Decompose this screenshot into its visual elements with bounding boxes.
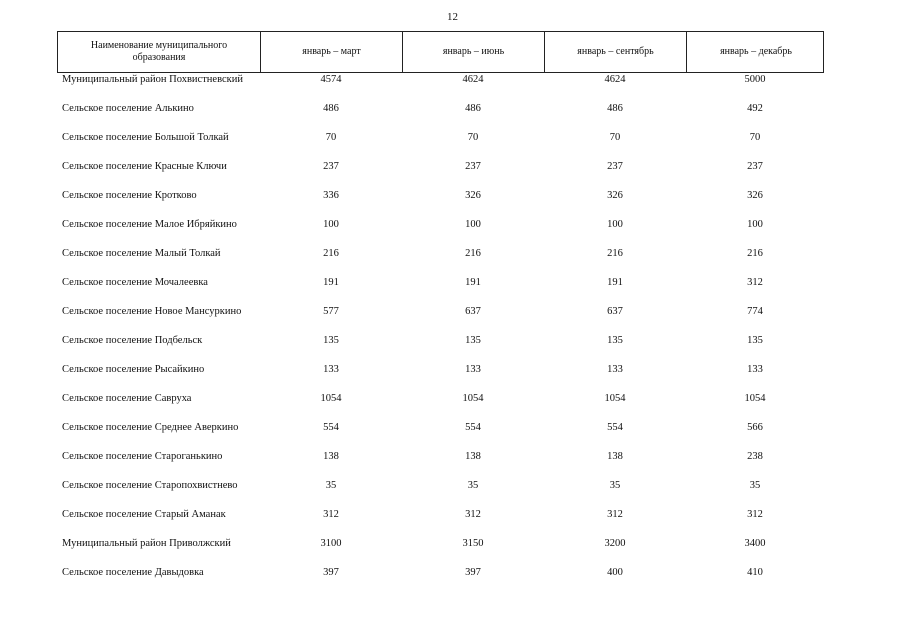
- value-jan-jun: 554: [465, 422, 481, 433]
- value-jan-jun: 326: [465, 190, 481, 201]
- value-jan-jun: 1054: [462, 393, 484, 404]
- value-jan-jun: 237: [465, 161, 481, 172]
- value-jan-dec: 3400: [744, 538, 766, 549]
- value-jan-sep: 216: [607, 248, 623, 259]
- value-jan-dec: 1054: [744, 393, 766, 404]
- value-jan-sep: 133: [607, 364, 623, 375]
- value-jan-sep: 400: [607, 567, 623, 578]
- value-jan-mar: 237: [323, 161, 339, 172]
- table-row: [57, 218, 824, 247]
- table-row: [57, 450, 824, 479]
- value-jan-dec: 410: [747, 567, 763, 578]
- row-name: Сельское поселение Старый Аманак: [62, 509, 226, 520]
- row-name: Сельское поселение Красные Ключи: [62, 161, 227, 172]
- header-jan-jun: январь – июнь: [403, 32, 545, 72]
- value-jan-mar: 191: [323, 277, 339, 288]
- table-row: [57, 131, 824, 160]
- value-jan-jun: 397: [465, 567, 481, 578]
- value-jan-sep: 100: [607, 219, 623, 230]
- value-jan-mar: 336: [323, 190, 339, 201]
- table-row: [57, 73, 824, 102]
- value-jan-mar: 1054: [320, 393, 342, 404]
- value-jan-jun: 637: [465, 306, 481, 317]
- value-jan-jun: 100: [465, 219, 481, 230]
- value-jan-jun: 486: [465, 103, 481, 114]
- value-jan-sep: 4624: [604, 74, 626, 85]
- value-jan-mar: 138: [323, 451, 339, 462]
- table-row: [57, 160, 824, 189]
- value-jan-mar: 554: [323, 422, 339, 433]
- value-jan-sep: 70: [609, 132, 621, 143]
- row-name: Сельское поселение Давыдовка: [62, 567, 204, 578]
- table-row: [57, 566, 824, 595]
- value-jan-sep: 312: [607, 509, 623, 520]
- value-jan-mar: 3100: [320, 538, 342, 549]
- value-jan-sep: 3200: [604, 538, 626, 549]
- row-name: Муниципальный район Приволжский: [62, 538, 231, 549]
- value-jan-mar: 486: [323, 103, 339, 114]
- page-number: 12: [447, 11, 458, 23]
- value-jan-sep: 1054: [604, 393, 626, 404]
- value-jan-sep: 486: [607, 103, 623, 114]
- header-jan-mar: январь – март: [261, 32, 403, 72]
- value-jan-sep: 637: [607, 306, 623, 317]
- value-jan-dec: 326: [747, 190, 763, 201]
- row-name: Сельское поселение Новое Мансуркино: [62, 306, 242, 317]
- value-jan-dec: 100: [747, 219, 763, 230]
- value-jan-sep: 237: [607, 161, 623, 172]
- row-name: Сельское поселение Алькино: [62, 103, 194, 114]
- table-header: [57, 31, 824, 73]
- value-jan-dec: 133: [747, 364, 763, 375]
- value-jan-dec: 774: [747, 306, 763, 317]
- value-jan-mar: 100: [323, 219, 339, 230]
- value-jan-sep: 326: [607, 190, 623, 201]
- value-jan-sep: 554: [607, 422, 623, 433]
- value-jan-sep: 138: [607, 451, 623, 462]
- value-jan-jun: 191: [465, 277, 481, 288]
- row-name: Сельское поселение Староганькино: [62, 451, 223, 462]
- value-jan-dec: 312: [747, 509, 763, 520]
- value-jan-dec: 237: [747, 161, 763, 172]
- header-jan-dec: январь – декабрь: [720, 46, 792, 57]
- table-row: [57, 334, 824, 363]
- row-name: Сельское поселение Малое Ибряйкино: [62, 219, 237, 230]
- value-jan-mar: 35: [325, 480, 337, 491]
- table-row: [57, 276, 824, 305]
- value-jan-jun: 312: [465, 509, 481, 520]
- table-row: [57, 305, 824, 334]
- value-jan-dec: 135: [747, 335, 763, 346]
- value-jan-dec: 492: [747, 103, 763, 114]
- value-jan-jun: 3150: [462, 538, 484, 549]
- value-jan-dec: 35: [749, 480, 761, 491]
- table-row: [57, 392, 824, 421]
- table-row: [57, 189, 824, 218]
- value-jan-jun: 138: [465, 451, 481, 462]
- table-row: [57, 537, 824, 566]
- row-name: Сельское поселение Кротково: [62, 190, 197, 201]
- table-row: [57, 421, 824, 450]
- value-jan-jun: 4624: [462, 74, 484, 85]
- value-jan-jun: 35: [467, 480, 479, 491]
- value-jan-sep: 135: [607, 335, 623, 346]
- value-jan-jun: 70: [467, 132, 479, 143]
- row-name: Сельское поселение Подбельск: [62, 335, 203, 346]
- row-name: Сельское поселение Малый Толкай: [62, 248, 221, 259]
- value-jan-mar: 397: [323, 567, 339, 578]
- table-body: [57, 73, 824, 595]
- header-jan-sep: январь – сентябрь: [545, 32, 687, 72]
- value-jan-mar: 216: [323, 248, 339, 259]
- row-name: Сельское поселение Старопохвистнево: [62, 480, 238, 491]
- value-jan-jun: 133: [465, 364, 481, 375]
- value-jan-dec: 312: [747, 277, 763, 288]
- value-jan-mar: 4574: [320, 74, 342, 85]
- row-name: Сельское поселение Большой Толкай: [62, 132, 229, 143]
- value-jan-dec: 70: [749, 132, 761, 143]
- header-municipality: Наименование муниципального образования: [58, 32, 261, 72]
- row-name: Сельское поселение Рысайкино: [62, 364, 205, 375]
- row-name: Сельское поселение Среднее Аверкино: [62, 422, 239, 433]
- value-jan-dec: 566: [747, 422, 763, 433]
- value-jan-dec: 238: [747, 451, 763, 462]
- row-name: Сельское поселение Мочалеевка: [62, 277, 208, 288]
- value-jan-mar: 133: [323, 364, 339, 375]
- value-jan-mar: 135: [323, 335, 339, 346]
- value-jan-mar: 577: [323, 306, 339, 317]
- value-jan-dec: 5000: [744, 74, 766, 85]
- value-jan-dec: 216: [747, 248, 763, 259]
- value-jan-sep: 191: [607, 277, 623, 288]
- row-name: Муниципальный район Похвистневский: [62, 74, 243, 85]
- table-row: [57, 508, 824, 537]
- table-row: [57, 247, 824, 276]
- value-jan-mar: 312: [323, 509, 339, 520]
- table-row: [57, 363, 824, 392]
- table-row: [57, 102, 824, 131]
- value-jan-jun: 135: [465, 335, 481, 346]
- value-jan-sep: 35: [609, 480, 621, 491]
- row-name: Сельское поселение Савруха: [62, 393, 192, 404]
- value-jan-mar: 70: [325, 132, 337, 143]
- value-jan-jun: 216: [465, 248, 481, 259]
- table-row: [57, 479, 824, 508]
